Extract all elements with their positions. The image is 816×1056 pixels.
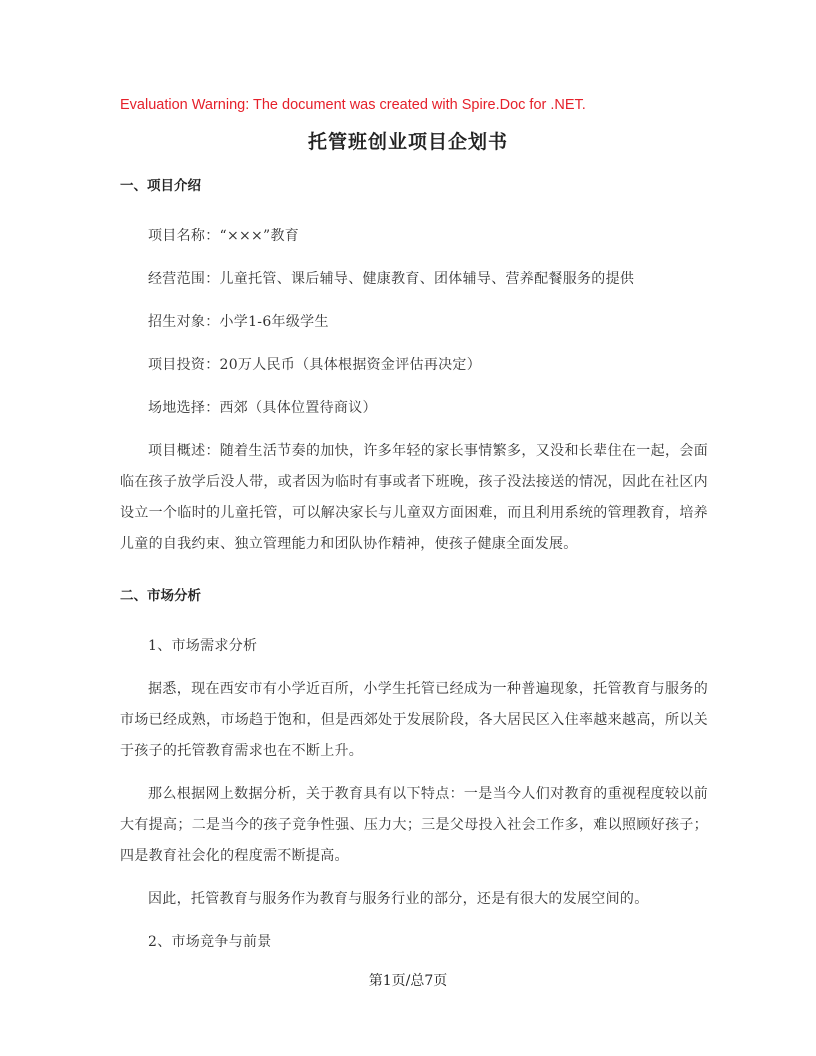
section-heading: 一、项目介绍 — [120, 178, 201, 194]
paragraph: 那么根据网上数据分析，关于教育具有以下特点：一是当今人们对教育的重视程度较以前大有提高；二是当今的孩子竞争性强、压力大；三是父母投入社会工作多，难以照顾好孩子；四是教育社会化的程度需不断提高。 — [120, 786, 708, 864]
paragraph: 项目概述：随着生活节奏的加快，许多年轻的家长事情繁多，又没和长辈住在一起，会面临在孩子放学后没人带，或者因为临时有事或者下班晚，孩子没法接送的情况，因此在社区内设立一个临时的儿童托管，可以解决家长与儿童双方面困难，而且利用系统的管理教育，培养儿童的自我约束、独立管理能力和团队协作精神，使孩子健康全面发展。 — [120, 443, 708, 552]
document-title: 托管班创业项目企划书 — [307, 131, 508, 153]
paragraph: 项目名称：“×××”教育 — [148, 228, 300, 244]
subheading: 1、市场需求分析 — [148, 638, 258, 654]
paragraph: 经营范围：儿童托管、课后辅导、健康教育、团体辅导、营养配餐服务的提供 — [148, 271, 635, 287]
subheading: 2、市场竞争与前景 — [148, 934, 272, 950]
section-heading: 二、市场分析 — [120, 588, 201, 604]
paragraph: 因此，托管教育与服务作为教育与服务行业的部分，还是有很大的发展空间的。 — [148, 891, 649, 907]
paragraph: 项目投资：20万人民币（具体根据资金评估再决定） — [148, 357, 482, 373]
paragraph: 场地选择：西郊（具体位置待商议） — [148, 400, 377, 416]
document-body — [120, 174, 708, 970]
paragraph: 招生对象：小学1-6年级学生 — [148, 314, 329, 330]
evaluation-warning: Evaluation Warning: The document was created with Spire.Doc for .NET. — [120, 97, 586, 113]
paragraph: 据悉，现在西安市有小学近百所，小学生托管已经成为一种普遍现象，托管教育与服务的市场已经成熟，市场趋于饱和，但是西郊处于发展阶段，各大居民区入住率越来越高，所以关于孩子的托管教育需求也在不断上升。 — [120, 681, 708, 759]
page-footer: 第1页/总7页 — [368, 973, 448, 989]
